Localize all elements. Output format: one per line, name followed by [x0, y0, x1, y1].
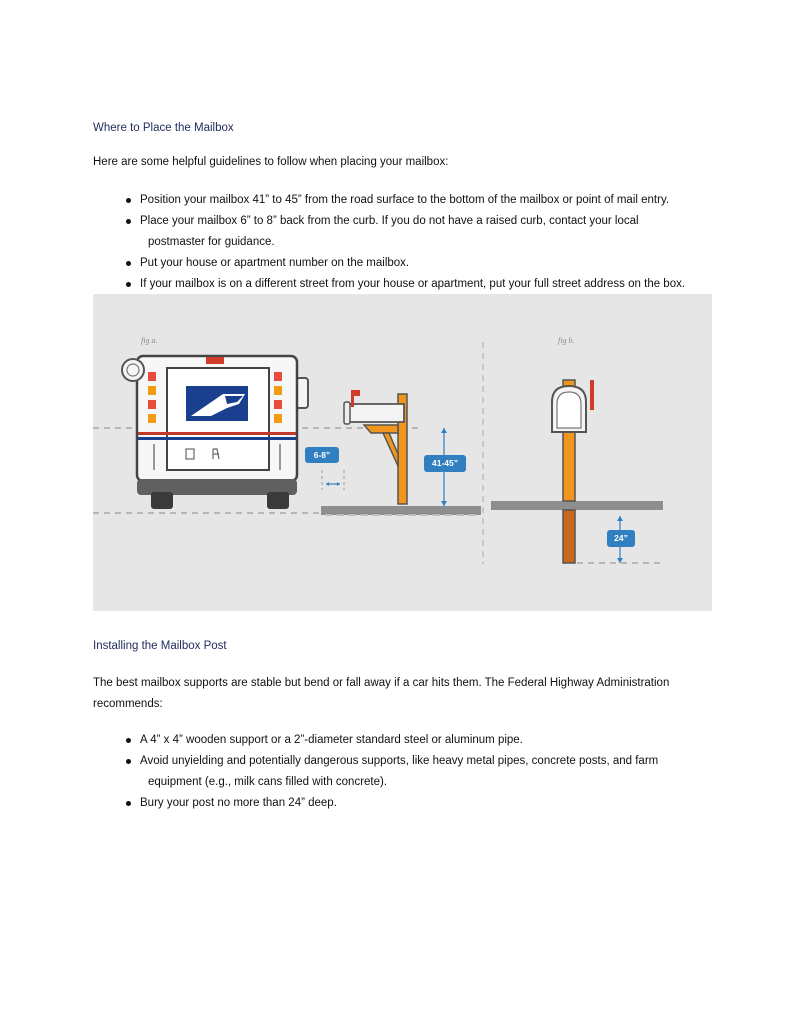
height-badge: 41-45”: [424, 455, 466, 472]
bullet-text: Put your house or apartment number on the mailbox.: [140, 257, 410, 269]
bullet-text: Position your mailbox 41” to 45” from the road surface to the bottom of the mailbox or point of mail entry.: [140, 194, 670, 206]
bullet-text: Avoid unyielding and potentially dangerous supports, like heavy metal pipes, concrete posts, and farm: [140, 755, 659, 767]
usps-eagle-logo-icon: [186, 386, 248, 421]
bullet-text: If your mailbox is on a different street from your house or apartment, put your full street address on the box.: [140, 278, 686, 290]
placement-intro: Here are some helpful guidelines to follow when placing your mailbox:: [93, 156, 449, 168]
bullet-text-continued: equipment (e.g., milk cans filled with concrete).: [148, 776, 388, 788]
bullet-text: A 4” x 4” wooden support or a 2”-diameter standard steel or aluminum pipe.: [140, 734, 523, 746]
list-item: [93, 793, 713, 814]
depth-badge: 24”: [607, 530, 635, 547]
fig-b-label: fig b.: [558, 336, 575, 345]
installing-intro-line1: The best mailbox supports are stable but bend or fall away if a car hits them. The Federal Highway Administration: [93, 677, 670, 689]
setback-measurement: [322, 470, 344, 490]
section-heading-placement: Where to Place the Mailbox: [93, 122, 234, 134]
illustration-svg: [93, 294, 712, 611]
installing-intro: [93, 673, 713, 715]
curb-icon: [321, 506, 481, 515]
list-item: [93, 253, 713, 274]
list-item: [93, 274, 713, 295]
list-item: [93, 211, 713, 253]
list-item: [93, 730, 713, 751]
fig-a-label: fig a.: [141, 336, 158, 345]
post-recommendations-list: [93, 730, 713, 814]
installing-intro-line2: recommends:: [93, 698, 163, 710]
list-item: [93, 190, 713, 211]
bullet-text: Place your mailbox 6” to 8” back from the curb. If you do not have a raised curb, contact your local: [140, 215, 639, 227]
list-item: [93, 751, 713, 793]
mailbox-placement-illustration: [93, 294, 712, 611]
mailbox-icon: [344, 390, 407, 504]
section-heading-installing: Installing the Mailbox Post: [93, 640, 227, 652]
mail-truck-icon: [122, 356, 308, 509]
mailbox-post-front-icon: [552, 380, 594, 563]
ground-surface-icon: [491, 501, 663, 510]
bullet-text-continued: postmaster for guidance.: [148, 236, 275, 248]
placement-guidelines-list: [93, 190, 713, 295]
setback-badge: 6-8”: [305, 447, 339, 463]
bullet-text: Bury your post no more than 24” deep.: [140, 797, 337, 809]
